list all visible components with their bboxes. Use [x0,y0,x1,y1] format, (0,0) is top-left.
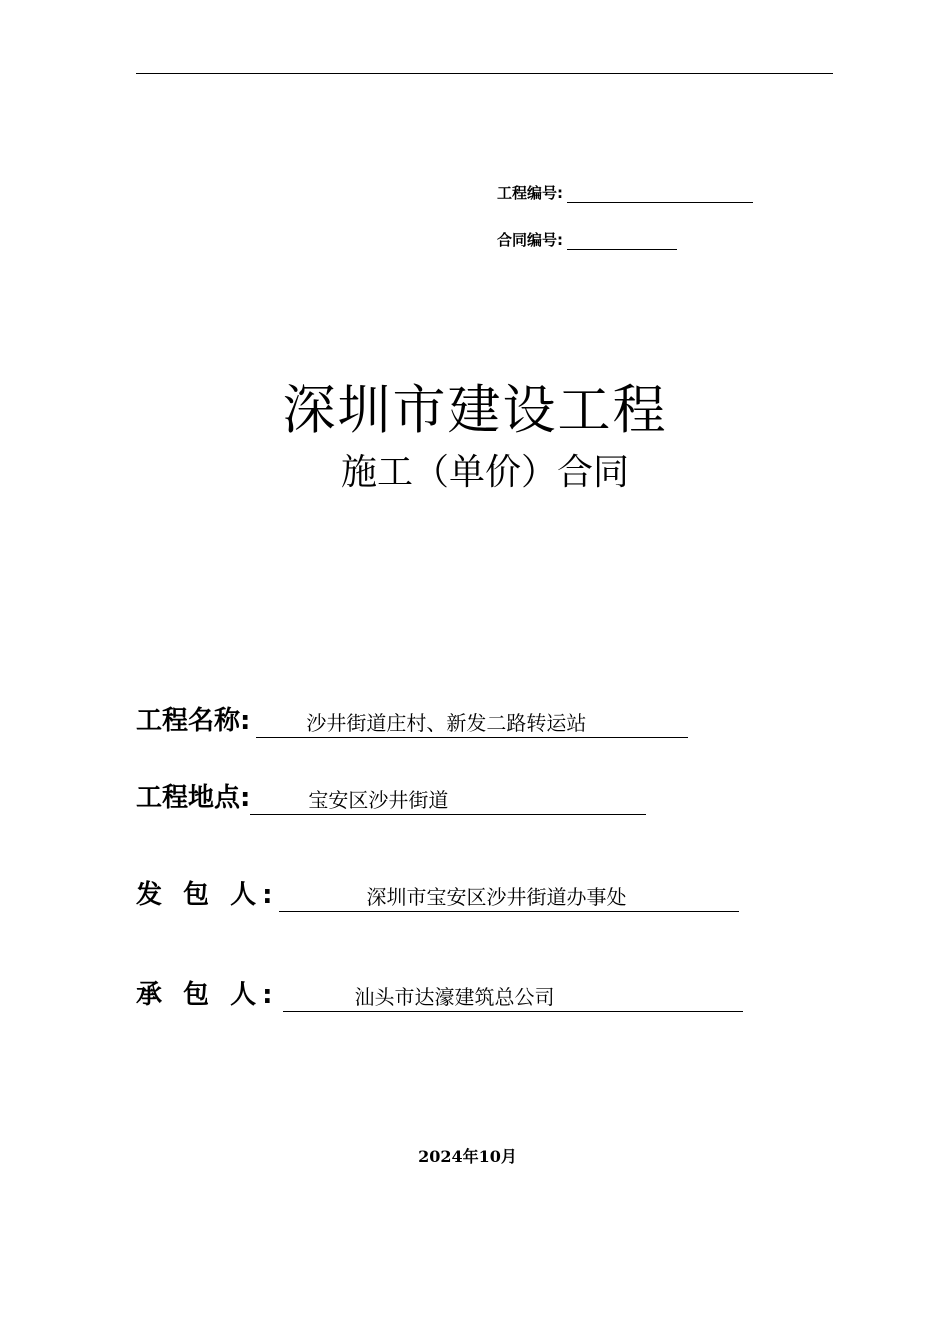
contractor-row [136,978,743,1012]
project-number-field [567,184,753,203]
document-title: 深圳市建设工程 [282,380,668,441]
owner-row [136,878,739,912]
contract-number-label: 合同编号: [497,231,563,249]
project-site-value: 宝安区沙井街道 [250,786,646,815]
project-number-label: 工程编号: [497,184,563,202]
project-site-label: 工程地点: [136,783,251,813]
document-date: 2024年10月 [418,1147,517,1166]
owner-value: 深圳市宝安区沙井街道办事处 [279,883,739,912]
document-subtitle: 施工（单价）合同 [340,452,629,493]
header-rule [136,73,833,74]
contractor-value: 汕头市达濠建筑总公司 [283,983,743,1012]
contract-number-row [497,229,677,250]
project-name-row [136,704,688,738]
project-name-label: 工程名称: [136,706,251,736]
contractor-label: 承 包 人: [136,980,279,1010]
contract-number-field [567,231,677,250]
project-number-row [497,182,753,203]
owner-label: 发 包 人: [136,880,279,910]
project-site-row [136,781,646,815]
project-name-value: 沙井街道庄村、新发二路转运站 [256,709,688,738]
